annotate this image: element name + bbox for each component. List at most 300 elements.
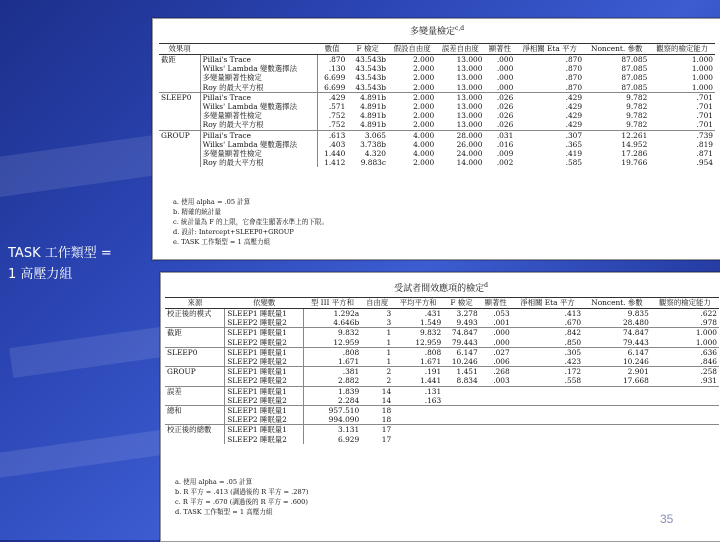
table-cell: .739 (649, 130, 715, 140)
table-row (159, 92, 715, 102)
table-cell: 2.284 (338, 395, 360, 405)
between-subjects-panel (160, 272, 720, 542)
table-cell: .870 (317, 55, 347, 65)
table-cell: Roy 的最大平方根 (200, 120, 317, 130)
column-header: Noncent. 參數 (583, 298, 651, 309)
table-cell: .870 (515, 55, 584, 65)
caption-line-2: 1 高壓力組 (8, 267, 73, 282)
row-group-label: SLEEP0 (165, 347, 225, 366)
table-cell: Pillai's Trace (200, 55, 317, 65)
table-row (165, 338, 719, 348)
table-cell: 1.441 (420, 376, 442, 386)
column-header: F 檢定 (443, 298, 480, 309)
table-cell: SLEEP1 睡眠量1 (225, 367, 304, 377)
table-cell: SLEEP1 睡眠量1 (225, 425, 304, 435)
table-row (165, 347, 719, 357)
table-cell: 19.766 (621, 158, 648, 168)
table-cell: .571 (328, 102, 346, 112)
table-cell: 43.543b (347, 55, 388, 65)
table-cell: .429 (565, 102, 583, 112)
table-cell (512, 425, 583, 435)
table-row (165, 425, 719, 435)
table-cell: .413 (512, 309, 583, 319)
table-cell (651, 396, 719, 406)
table-cell: 1.000 (695, 337, 717, 347)
table-cell: 2 (361, 367, 393, 377)
table-cell: 10.246 (622, 357, 649, 367)
table-cell: .429 (515, 92, 584, 102)
slide-caption (8, 243, 112, 285)
table-row (165, 406, 719, 416)
table-cell: Pillai's Trace (200, 92, 317, 102)
table-cell: 43.543b (355, 64, 387, 74)
table-cell: 17 (361, 425, 393, 435)
table-cell: 24.000 (456, 149, 483, 159)
table-row (159, 130, 715, 140)
table-cell: SLEEP2 睡眠量2 (225, 338, 304, 348)
table-cell: .365 (565, 139, 583, 149)
table-cell: Pillai's Trace (200, 130, 317, 140)
table-cell: SLEEP2 睡眠量2 (225, 415, 304, 425)
table-cell: 9.782 (626, 120, 648, 130)
table-cell: .001 (493, 318, 510, 328)
table-cell: .268 (480, 367, 512, 377)
row-group-label: 校正後的模式 (165, 309, 225, 328)
table-cell: .585 (565, 158, 583, 168)
table-cell: .752 (328, 111, 346, 121)
multivariate-tests-table (159, 43, 715, 167)
table-cell: 74.847 (583, 328, 651, 338)
column-header: 淨相關 Eta 平方 (512, 298, 583, 309)
table-cell: .752 (328, 120, 346, 130)
table-cell: 14 (361, 386, 393, 396)
table-cell: 4.891b (360, 111, 387, 121)
table-cell: .870 (565, 73, 583, 83)
table1-title: 多變量檢定$^{c,d}$ (409, 25, 465, 37)
table-row (159, 102, 715, 111)
table-cell: Roy 的最大平方根 (200, 158, 317, 167)
table-cell: 1.549 (420, 318, 442, 328)
table-cell (480, 435, 512, 444)
table-cell: 2 (386, 376, 392, 386)
table-cell: .000 (496, 64, 514, 74)
table-cell: SLEEP2 睡眠量2 (225, 396, 304, 406)
table-cell: .000 (496, 73, 514, 83)
table-cell: 1 (361, 347, 393, 357)
table-cell: 17.668 (622, 376, 649, 386)
table-cell: 4.891b (360, 102, 387, 112)
table-cell: .026 (496, 111, 514, 121)
table-cell: .172 (512, 367, 583, 377)
table-cell: Wilks' Lambda 變數選擇法 (200, 140, 317, 149)
table-cell: .429 (565, 111, 583, 121)
table-cell: 9.883c (360, 158, 387, 168)
footnote: d. TASK 工作類型 = 1 高壓力組 (175, 508, 273, 516)
table-cell: SLEEP2 睡眠量2 (225, 376, 304, 386)
table-cell: 1 (361, 328, 393, 338)
table-cell: 87.085 (621, 73, 648, 83)
table-cell: 1.671 (420, 357, 442, 367)
column-header: 假設自由度 (388, 44, 436, 55)
table-cell: 79.443 (622, 337, 649, 347)
table-cell: .016 (496, 139, 514, 149)
column-header: 顯著性 (480, 298, 512, 309)
table-cell: 13.000 (456, 102, 483, 112)
table-cell: 1.412 (324, 158, 346, 168)
table-cell: .846 (700, 357, 717, 367)
table-cell (480, 425, 512, 435)
table-cell: 6.147 (583, 347, 651, 357)
table-cell: .431 (393, 309, 443, 319)
table-cell: .419 (565, 149, 583, 159)
table-cell: .403 (328, 139, 346, 149)
table-row (159, 140, 715, 149)
table-cell: .305 (512, 347, 583, 357)
table-cell: 43.543b (355, 73, 387, 83)
table-row (165, 386, 719, 396)
table-cell: 9.782 (626, 111, 648, 121)
row-group-label: GROUP (165, 367, 225, 386)
table-cell: 12.261 (584, 130, 649, 140)
table-cell: 87.085 (621, 64, 648, 74)
table-cell: .429 (317, 92, 347, 102)
table-cell: 1.000 (691, 64, 713, 74)
table-cell (480, 415, 512, 425)
table-cell: .670 (564, 318, 582, 328)
table-cell: 6.929 (338, 434, 360, 444)
table-cell: 6.147 (443, 347, 480, 357)
column-header: 數值 (317, 44, 347, 55)
table-cell: 87.085 (584, 55, 649, 65)
table-cell (480, 406, 512, 416)
table-cell: .002 (496, 158, 514, 168)
footnote: b. 精確的統計量 (173, 208, 221, 216)
table-row (159, 149, 715, 158)
table-cell: 4.891b (347, 92, 388, 102)
table-cell: .819 (696, 139, 713, 149)
footnote: d. 設計: Intercept+SLEEP0+GROUP (173, 228, 294, 236)
table-cell: .701 (696, 102, 713, 112)
table-cell: 6.699 (324, 73, 346, 83)
table-cell: 2.000 (413, 82, 435, 92)
table-row (159, 83, 715, 93)
table-cell: 1.000 (691, 82, 713, 92)
table-row (159, 120, 715, 130)
table-cell (583, 425, 651, 435)
column-header: 觀察的檢定能力 (649, 44, 715, 55)
table-cell (583, 396, 651, 406)
table-cell: 79.443 (451, 337, 478, 347)
table-row (165, 318, 719, 328)
table-cell (583, 415, 651, 425)
table-cell: SLEEP1 睡眠量1 (225, 347, 304, 357)
table-cell (480, 386, 512, 396)
table-row (165, 328, 719, 338)
table-cell (651, 415, 719, 425)
column-header (200, 44, 317, 55)
table-cell: 9.835 (583, 309, 651, 319)
table-row (165, 376, 719, 386)
table-cell: .701 (649, 92, 715, 102)
multivariate-tests-panel (152, 18, 720, 260)
table-cell: 13.000 (456, 82, 483, 92)
row-group-label: 總和 (165, 406, 225, 425)
table-cell (512, 435, 583, 444)
table-cell: 3 (386, 318, 392, 328)
table-cell: .842 (512, 328, 583, 338)
column-header: 誤差自由度 (436, 44, 484, 55)
column-header: 型 III 平方和 (304, 298, 361, 309)
table-cell (443, 415, 480, 425)
table-cell: .027 (480, 347, 512, 357)
table-cell (443, 396, 480, 406)
table-cell: Wilks' Lambda 變數選擇法 (200, 64, 317, 73)
table-cell: SLEEP2 睡眠量2 (225, 357, 304, 367)
row-group-label: 誤差 (165, 386, 225, 405)
table-cell: .429 (565, 120, 583, 130)
row-group-label: 校正後的總數 (165, 425, 225, 444)
table-cell (583, 406, 651, 416)
table-cell: .053 (480, 309, 512, 319)
table-cell: 2.000 (388, 55, 436, 65)
table-cell (651, 425, 719, 435)
table-cell: .000 (496, 82, 514, 92)
table-cell: 2.000 (413, 158, 435, 168)
row-group-label: 截距 (165, 328, 225, 347)
table-cell: .258 (651, 367, 719, 377)
table-cell: 1.671 (338, 357, 360, 367)
table-cell: 1 (386, 337, 392, 347)
table-cell: 1.000 (691, 73, 713, 83)
table-cell: .701 (696, 111, 713, 121)
table-cell: 2.000 (388, 92, 436, 102)
table-cell: .026 (496, 120, 514, 130)
table-cell: 4.000 (413, 149, 435, 159)
table-row (165, 367, 719, 377)
table-cell: 14 (381, 395, 392, 405)
table-cell: 3.131 (304, 425, 361, 435)
table-cell: .307 (515, 130, 584, 140)
table-cell: .870 (565, 64, 583, 74)
table-cell: .423 (564, 357, 582, 367)
table-cell: 9.782 (626, 102, 648, 112)
table-cell (512, 406, 583, 416)
table-cell: 87.085 (621, 82, 648, 92)
table-row (159, 64, 715, 73)
table-cell: SLEEP1 睡眠量1 (225, 406, 304, 416)
table-cell: 12.959 (415, 337, 442, 347)
table-cell: 2.000 (413, 120, 435, 130)
table-cell: 14.952 (621, 139, 648, 149)
footnote: c. R 平方 = .670 (調過後的 R 平方 = .600) (175, 498, 308, 506)
table-cell: 2.882 (338, 376, 360, 386)
table-cell: .026 (496, 102, 514, 112)
table-cell: 18 (361, 406, 393, 416)
table-cell (393, 415, 443, 425)
table-cell: .954 (696, 158, 713, 168)
table-cell: 3 (361, 309, 393, 319)
table-cell: 13.000 (456, 64, 483, 74)
table-cell: SLEEP1 睡眠量1 (225, 328, 304, 338)
table-cell: 957.510 (304, 406, 361, 416)
table-cell: 10.246 (451, 357, 478, 367)
table-cell: .009 (496, 149, 514, 159)
table-cell: 2.000 (413, 73, 435, 83)
table-cell: .850 (564, 337, 582, 347)
caption-line-1: TASK 工作類型 = (8, 246, 112, 261)
table-cell: .381 (304, 367, 361, 377)
table-cell: 6.699 (324, 82, 346, 92)
table-cell: 2.000 (413, 64, 435, 74)
table-cell: 1.440 (324, 149, 346, 159)
table-cell: 18 (381, 415, 392, 425)
table-cell: .006 (493, 357, 510, 367)
table-cell: .808 (393, 347, 443, 357)
table-cell: .870 (565, 82, 583, 92)
column-header: 顯著性 (484, 44, 515, 55)
table-cell: 4.000 (388, 130, 436, 140)
table-cell: 13.000 (436, 55, 484, 65)
table-cell (651, 386, 719, 396)
table-cell (443, 435, 480, 444)
table-cell: .701 (696, 120, 713, 130)
table-cell (651, 435, 719, 444)
table-cell (512, 386, 583, 396)
table-cell: 17.286 (621, 149, 648, 159)
table-cell (393, 425, 443, 435)
table-cell: 2.000 (413, 102, 435, 112)
row-group-label: SLEEP0 (159, 92, 200, 130)
table-cell: 9.832 (393, 328, 443, 338)
table-cell: .000 (493, 337, 510, 347)
table-cell: .558 (564, 376, 582, 386)
table-cell: .026 (484, 92, 515, 102)
column-header: F 檢定 (347, 44, 388, 55)
table-cell: 9.493 (456, 318, 478, 328)
table-row (165, 396, 719, 406)
column-header: 自由度 (361, 298, 393, 309)
table-cell: 4.646b (333, 318, 360, 328)
table-cell: 26.000 (456, 139, 483, 149)
row-group-label: GROUP (159, 130, 200, 167)
table-row (159, 73, 715, 82)
table-cell: SLEEP1 睡眠量1 (225, 309, 304, 319)
table-cell: .808 (304, 347, 361, 357)
table-cell: 74.847 (443, 328, 480, 338)
table-cell: .613 (317, 130, 347, 140)
footnote: a. 使用 alpha = .05 計算 (173, 198, 251, 206)
between-subjects-table (165, 297, 719, 444)
table-cell: .000 (484, 55, 515, 65)
table-cell: 17 (381, 434, 392, 444)
table-row (165, 415, 719, 425)
table-cell: 2.000 (413, 111, 435, 121)
table1-footnotes (173, 197, 328, 247)
table-cell (651, 406, 719, 416)
table-cell: 9.782 (584, 92, 649, 102)
page-number: 35 (660, 512, 674, 526)
table-row (159, 158, 715, 167)
table-cell: 14.000 (456, 158, 483, 168)
table-cell: .131 (393, 386, 443, 396)
table-cell: 1.451 (443, 367, 480, 377)
column-header: Noncent. 參數 (584, 44, 649, 55)
column-header: 來源 (165, 298, 225, 309)
table-cell (512, 396, 583, 406)
table-cell: 12.959 (333, 337, 360, 347)
table-cell: 13.000 (456, 73, 483, 83)
table-cell (583, 386, 651, 396)
table-cell: SLEEP2 睡眠量2 (225, 435, 304, 444)
table-cell (443, 386, 480, 396)
footnote: c. 統計量為 F 的上限，它會產生顯著水準上的下限。 (173, 218, 329, 226)
column-header: 效果項 (159, 44, 200, 55)
table-cell: 13.000 (456, 111, 483, 121)
table-cell: 3.278 (443, 309, 480, 319)
table-cell: 1.292a (304, 309, 361, 319)
table-cell: .191 (393, 367, 443, 377)
table-cell: 2.901 (583, 367, 651, 377)
footnote: e. TASK 工作類型 = 1 高壓力組 (173, 238, 271, 246)
row-group-label: 截距 (159, 55, 200, 93)
table-cell: 1 (386, 357, 392, 367)
table-cell: Roy 的最大平方根 (200, 83, 317, 93)
table-cell: 多變量顯著性檢定 (200, 111, 317, 120)
table-cell: 13.000 (436, 92, 484, 102)
table-cell (393, 435, 443, 444)
table-row (165, 435, 719, 444)
table-cell: 43.543b (355, 82, 387, 92)
table-cell: .003 (493, 376, 510, 386)
table-cell: .130 (328, 64, 346, 74)
table-cell: .031 (484, 130, 515, 140)
table-cell: .000 (480, 328, 512, 338)
table-row (159, 55, 715, 65)
table-cell: 多變量顯著性檢定 (200, 73, 317, 82)
table-cell: 28.000 (436, 130, 484, 140)
table-cell: .871 (696, 149, 713, 159)
table-cell: .622 (651, 309, 719, 319)
column-header: 淨相關 Eta 平方 (515, 44, 584, 55)
table-cell (393, 406, 443, 416)
table-cell: 多變量顯著性檢定 (200, 149, 317, 158)
table-cell: 8.834 (456, 376, 478, 386)
table-cell: 4.320 (364, 149, 387, 159)
table-row (165, 357, 719, 367)
footnote: a. 使用 alpha = .05 計算 (175, 478, 253, 486)
table-cell: 28.480 (622, 318, 649, 328)
table-cell: .931 (700, 376, 717, 386)
table-cell: 13.000 (456, 120, 483, 130)
table-cell: 9.832 (304, 328, 361, 338)
table-cell (480, 396, 512, 406)
table2-footnotes (175, 477, 308, 517)
table-cell (512, 415, 583, 425)
table-cell: .163 (424, 395, 442, 405)
table-cell: 994.090 (328, 415, 360, 425)
column-header: 平均平方和 (393, 298, 443, 309)
table-row (165, 309, 719, 319)
table-cell (443, 406, 480, 416)
column-header: 依變數 (225, 298, 304, 309)
table-cell: SLEEP2 睡眠量2 (225, 318, 304, 328)
footnote: b. R 平方 = .413 (調過後的 R 平方 = .287) (175, 488, 309, 496)
table-cell (443, 425, 480, 435)
table-cell (583, 435, 651, 444)
column-header: 觀察的檢定能力 (651, 298, 719, 309)
table-cell: 3.065 (347, 130, 388, 140)
table-cell: 4.000 (413, 139, 435, 149)
